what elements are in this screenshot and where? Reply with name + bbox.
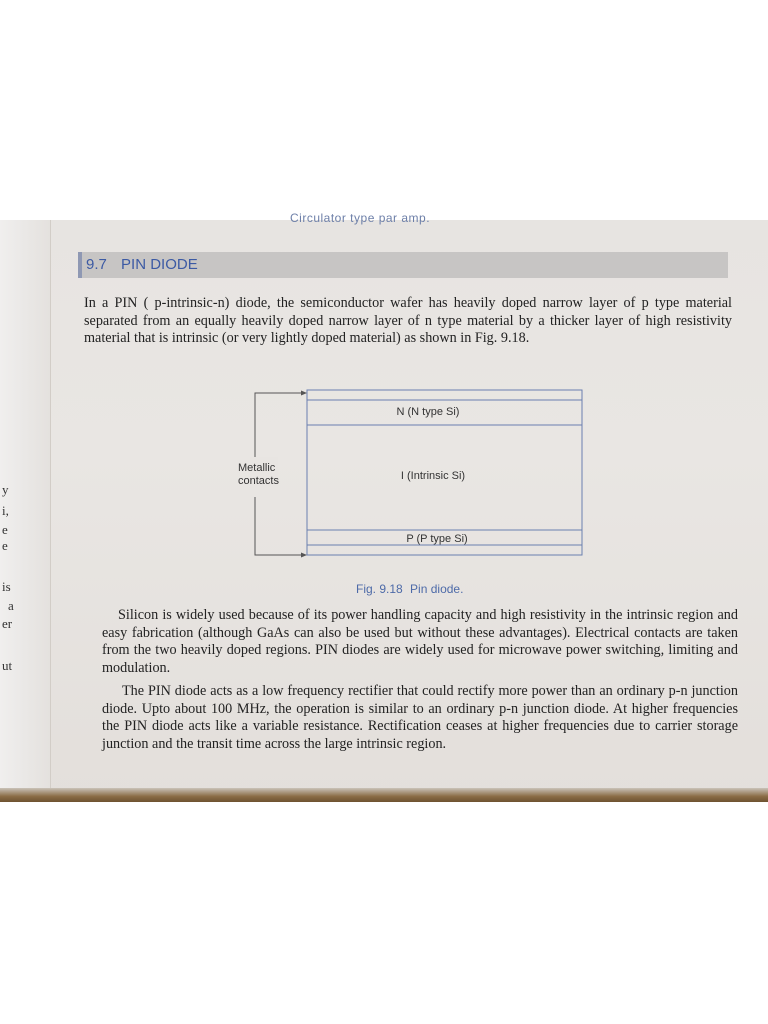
book-page-photo [0, 211, 768, 802]
pin-diode-figure [238, 385, 590, 585]
figure-number: Fig. 9.18 [356, 582, 403, 596]
p-layer-label: P (P type Si) [406, 533, 468, 545]
left-page-fragment: er [2, 616, 13, 631]
previous-figure-caption: Circulator type par amp. [290, 211, 431, 225]
left-page-fragment: i, [2, 503, 9, 518]
section-heading [86, 256, 198, 273]
left-page-fragment: e [2, 522, 8, 537]
i-layer-label: I (Intrinsic Si) [400, 470, 466, 482]
figure-caption [356, 582, 463, 596]
section-heading-bar [78, 252, 728, 278]
left-page-fragment: y [2, 482, 9, 497]
body-paragraph: The PIN diode acts as a low frequency rectifier that could rectify more power than an ordinary p-n junction diode. Upto about 100 MHz, the operation is similar to an ordinary p-n junction diode. At higher frequencies the PIN diode acts like a variable resistance. Rectification ceases at higher frequencies due to carrier storage junction and the transit time across the large intrinsic region. [102, 683, 738, 752]
body-paragraph: Silicon is widely used because of its power handling capacity and high resistivity in the intrinsic region and easy fabrication (although GaAs can also be used but without these advantages). Electrical contacts are taken from the two heavily doped regions. PIN diodes are widely used for microwave power switching, limiting and modulation. [102, 607, 738, 676]
pin-diode-diagram [238, 385, 590, 585]
left-page-fragment: e [2, 538, 8, 553]
intro-paragraph: In a PIN ( p-intrinsic-n) diode, the semiconductor wafer has heavily doped narrow layer of p type material separated from an equally heavily doped narrow layer of n type material by a thicker layer of high resistivity material that is intrinsic (or very lightly doped material) as shown in Fig. 9.18. [84, 295, 732, 347]
contacts-label-line1: Metallic [238, 462, 276, 474]
left-page-fragment: a [8, 598, 14, 613]
contacts-label-line2: contacts [238, 475, 279, 487]
section-accent [78, 252, 82, 278]
left-page-fragment: is [2, 579, 11, 594]
section-title: PIN DIODE [121, 256, 198, 273]
top-arrowhead [301, 391, 307, 396]
book-edge-shadow [0, 788, 768, 802]
adjacent-page-edge [0, 220, 51, 788]
left-page-fragment: ut [2, 658, 13, 673]
bottom-arrowhead [301, 553, 307, 558]
section-number: 9.7 [86, 256, 107, 273]
n-layer-label: N (N type Si) [396, 406, 460, 418]
figure-caption-text: Pin diode. [410, 582, 464, 596]
